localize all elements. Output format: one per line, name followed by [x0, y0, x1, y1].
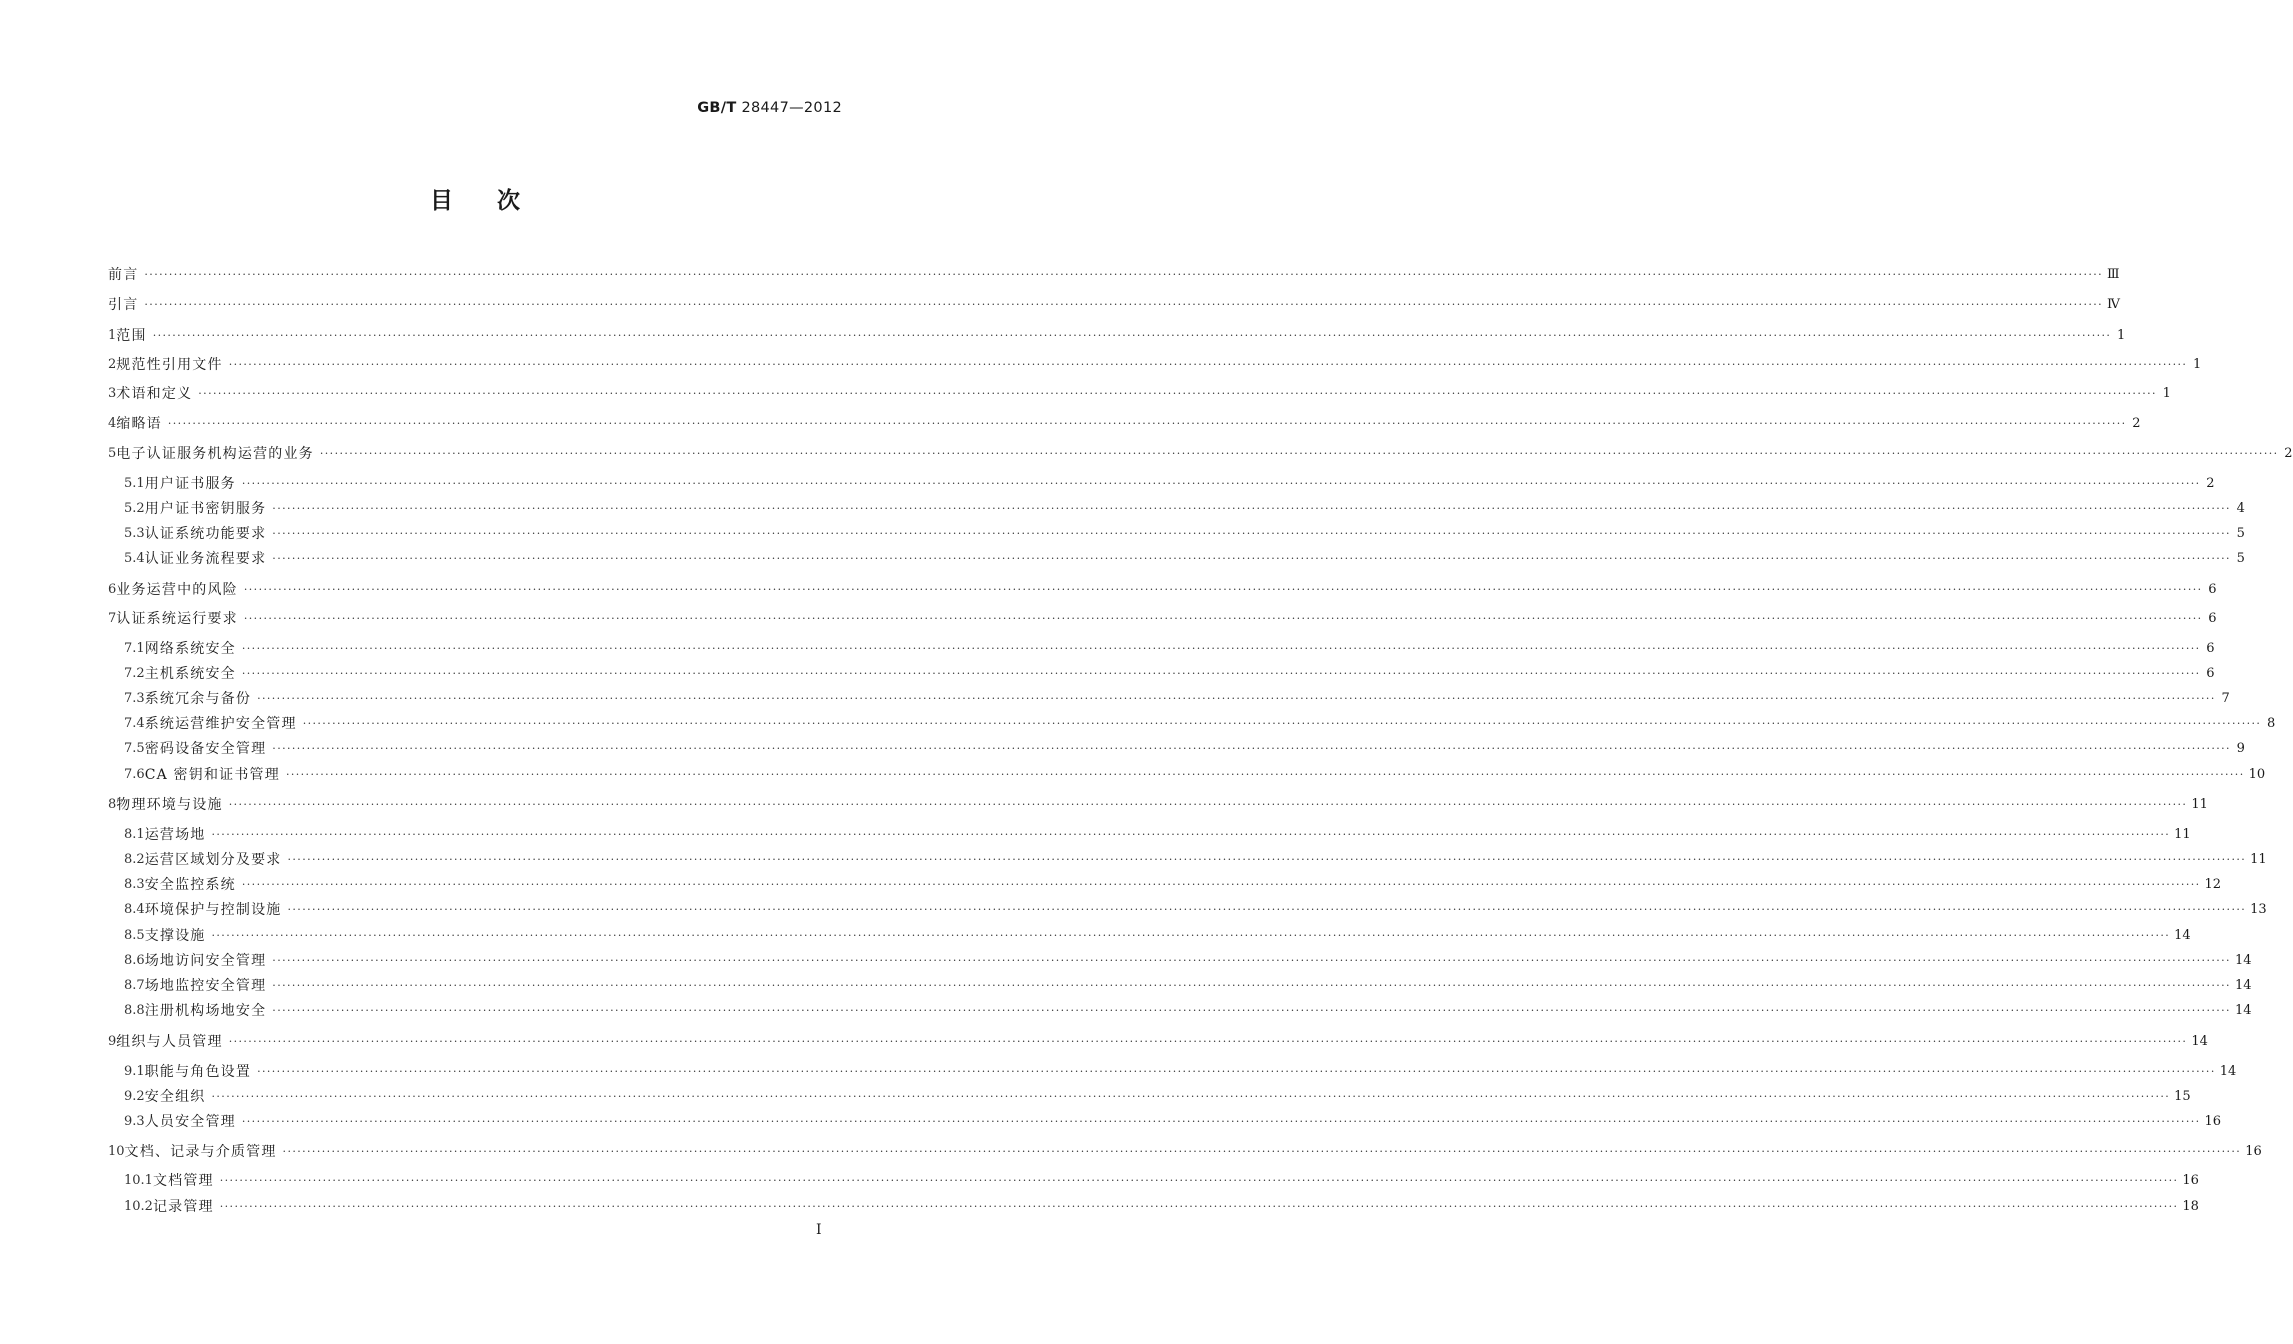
- page-number: I: [816, 1222, 822, 1238]
- toc-page-number: 14: [2174, 928, 2191, 943]
- standard-prefix: GB/T: [697, 100, 737, 116]
- toc-entry[interactable]: [108, 664, 2215, 684]
- toc-entry[interactable]: [108, 414, 2141, 434]
- toc-leader-dots: ················································································································································································································································································································································································································: [241, 642, 2201, 655]
- toc-section-number: 8.4: [124, 902, 145, 917]
- toc-section-number: 7.3: [124, 691, 145, 706]
- toc-leader-dots: ················································································································································································································································································································································································································: [211, 1090, 2171, 1103]
- toc-leader-dots: ················································································································································································································································································································································································································: [241, 1115, 2201, 1128]
- toc-section-number: 9.3: [124, 1114, 145, 1129]
- toc-page-number: 11: [2174, 827, 2191, 842]
- toc-entry[interactable]: [108, 1087, 2191, 1107]
- toc-page-number: 13: [2250, 902, 2267, 917]
- toc-section-label: CA 密钥和证书管理: [144, 767, 280, 783]
- toc-section-label: 范围: [116, 328, 147, 344]
- toc-section-number: 7: [108, 611, 117, 626]
- toc-leader-dots: ················································································································································································································································································································································································································: [272, 954, 2231, 967]
- toc-page-number: 5: [2236, 551, 2245, 566]
- toc-entry[interactable]: [108, 524, 2245, 544]
- toc-section-label: 场地监控安全管理: [144, 978, 267, 994]
- toc-section-label: 前言: [108, 267, 139, 283]
- toc-page-number: 16: [2182, 1173, 2199, 1188]
- toc-entry[interactable]: [108, 976, 2252, 996]
- toc-section-number: 6: [108, 582, 117, 597]
- toc-leader-dots: ················································································································································································································································································································································································································: [241, 667, 2201, 680]
- toc-entry[interactable]: [108, 900, 2267, 920]
- toc-page-number: 11: [2250, 852, 2267, 867]
- toc-entry[interactable]: [108, 499, 2245, 519]
- toc-entry[interactable]: [108, 295, 2121, 315]
- toc-section-number: 9.2: [124, 1089, 145, 1104]
- toc-leader-dots: ················································································································································································································································································································································································································: [302, 717, 2262, 730]
- toc-section-label: 规范性引用文件: [116, 357, 223, 373]
- toc-section-label: 物理环境与设施: [116, 797, 223, 813]
- toc-section-number: 8.7: [124, 978, 145, 993]
- toc-entry[interactable]: [108, 265, 2120, 285]
- toc-section-label: 网络系统安全: [144, 641, 236, 657]
- toc-entry[interactable]: [108, 355, 2202, 375]
- toc-leader-dots: ················································································································································································································································································································································································································: [144, 298, 2104, 311]
- toc-section-number: 7.1: [124, 641, 145, 656]
- toc-entry[interactable]: [108, 875, 2222, 895]
- toc-page-number: 11: [2191, 797, 2208, 812]
- toc-section-number: 1: [108, 328, 117, 343]
- toc-section-label: 运营场地: [144, 827, 206, 843]
- toc-entry[interactable]: [108, 765, 2266, 785]
- toc-page-number: Ⅲ: [2107, 267, 2120, 282]
- toc-page-number: 1: [2162, 386, 2171, 401]
- toc-section-number: 10.2: [124, 1199, 153, 1214]
- toc-page-number: 8: [2267, 716, 2276, 731]
- toc-section-label: 运营区域划分及要求: [144, 852, 282, 868]
- toc-entry[interactable]: [108, 1112, 2222, 1132]
- toc-section-number: 7.2: [124, 666, 145, 681]
- toc-page-number: 2: [2132, 416, 2141, 431]
- toc-section-label: 用户证书密钥服务: [144, 501, 267, 517]
- toc-section-label: 文档、记录与介质管理: [124, 1144, 277, 1160]
- table-of-contents: [108, 0, 2293, 1344]
- toc-leader-dots: ················································································································································································································································································································································································································: [272, 1004, 2231, 1017]
- toc-entry[interactable]: [108, 1062, 2237, 1082]
- toc-page-number: 7: [2221, 691, 2230, 706]
- toc-page-number: 14: [2191, 1034, 2208, 1049]
- toc-entry[interactable]: [108, 926, 2191, 946]
- toc-section-number: 9: [108, 1034, 117, 1049]
- toc-section-number: 5.1: [124, 476, 145, 491]
- toc-leader-dots: ················································································································································································································································································································································································································: [211, 929, 2171, 942]
- toc-leader-dots: ················································································································································································································································································································································································································: [241, 477, 2201, 490]
- toc-leader-dots: ················································································································································································································································································································································································································: [243, 583, 2203, 596]
- toc-page-number: 5: [2236, 526, 2245, 541]
- toc-section-number: 7.6: [124, 767, 145, 782]
- toc-leader-dots: ················································································································································································································································································································································································································: [257, 692, 2216, 705]
- toc-section-label: 组织与人员管理: [116, 1034, 223, 1050]
- toc-entry[interactable]: [108, 689, 2230, 709]
- toc-entry[interactable]: [108, 825, 2191, 845]
- toc-section-number: 8.1: [124, 827, 145, 842]
- toc-entry[interactable]: [108, 1032, 2208, 1052]
- toc-page-number: 10: [2248, 767, 2266, 782]
- toc-section-number: 4: [108, 416, 117, 431]
- page-title: 目次: [430, 188, 564, 214]
- toc-section-label: 密码设备安全管理: [144, 741, 267, 757]
- toc-leader-dots: ················································································································································································································································································································································································································: [257, 1065, 2216, 1078]
- toc-leader-dots: ················································································································································································································································································································································································································: [198, 387, 2157, 400]
- toc-leader-dots: ················································································································································································································································································································································································································: [219, 1200, 2179, 1213]
- toc-section-label: 文档管理: [152, 1173, 214, 1189]
- toc-section-label: 职能与角色设置: [144, 1064, 252, 1080]
- toc-section-label: 安全组织: [144, 1089, 206, 1105]
- toc-leader-dots: ················································································································································································································································································································································································································: [272, 527, 2231, 540]
- toc-section-number: 8.3: [124, 877, 145, 892]
- toc-section-label: 术语和定义: [116, 386, 193, 402]
- toc-entry[interactable]: [108, 549, 2245, 569]
- toc-page-number: 1: [2117, 328, 2126, 343]
- toc-page-number: 14: [2234, 978, 2252, 993]
- toc-section-label: 系统冗余与备份: [144, 691, 252, 707]
- toc-section-label: 认证系统功能要求: [144, 526, 267, 542]
- toc-section-label: 引言: [108, 297, 139, 313]
- toc-section-label: 注册机构场地安全: [144, 1003, 267, 1019]
- toc-entry[interactable]: [108, 1001, 2252, 1021]
- toc-leader-dots: ················································································································································································································································································································································································································: [219, 1174, 2179, 1187]
- toc-entry[interactable]: [108, 850, 2267, 870]
- toc-leader-dots: ················································································································································································································································································································································································································: [152, 329, 2112, 342]
- toc-leader-dots: ················································································································································································································································································································································································································: [319, 447, 2279, 460]
- standard-number: 28447—2012: [741, 100, 842, 116]
- toc-section-number: 8.8: [124, 1003, 145, 1018]
- toc-page-number: 4: [2236, 501, 2245, 516]
- toc-section-label: 记录管理: [152, 1199, 214, 1215]
- toc-entry[interactable]: [108, 714, 2276, 734]
- toc-page-number: 14: [2219, 1064, 2237, 1079]
- toc-section-label: 人员安全管理: [144, 1114, 236, 1130]
- toc-section-label: 电子认证服务机构运营的业务: [116, 446, 314, 462]
- toc-section-number: 7.4: [124, 716, 145, 731]
- toc-section-number: 5.4: [124, 551, 145, 566]
- toc-entry[interactable]: [108, 1171, 2199, 1191]
- toc-leader-dots: ················································································································································································································································································································································································································: [287, 853, 2247, 866]
- toc-entry[interactable]: [108, 795, 2208, 815]
- toc-leader-dots: ················································································································································································································································································································································································································: [243, 612, 2203, 625]
- toc-section-number: 2: [108, 357, 117, 372]
- toc-leader-dots: ················································································································································································································································································································································································································: [228, 358, 2188, 371]
- toc-page-number: 14: [2234, 1003, 2252, 1018]
- toc-entry[interactable]: [108, 951, 2252, 971]
- toc-entry[interactable]: [108, 326, 2126, 346]
- toc-section-label: 认证系统运行要求: [116, 611, 238, 627]
- toc-page-number: 16: [2245, 1144, 2262, 1159]
- toc-section-label: 场地访问安全管理: [144, 953, 267, 969]
- toc-section-number: 8.2: [124, 852, 145, 867]
- toc-section-number: 8.5: [124, 928, 145, 943]
- toc-entry[interactable]: [108, 1197, 2199, 1217]
- toc-leader-dots: ················································································································································································································································································································································································································: [272, 979, 2231, 992]
- toc-entry[interactable]: [108, 639, 2215, 659]
- toc-page-number: 14: [2234, 953, 2252, 968]
- toc-entry[interactable]: [108, 609, 2217, 629]
- toc-page-number: 1: [2193, 357, 2202, 372]
- toc-section-label: 系统运营维护安全管理: [144, 716, 297, 732]
- toc-entry[interactable]: [108, 580, 2217, 600]
- toc-page-number: 6: [2208, 611, 2217, 626]
- toc-page-number: 16: [2204, 1114, 2222, 1129]
- toc-section-number: 10: [108, 1144, 125, 1159]
- toc-section-label: 用户证书服务: [144, 476, 236, 492]
- toc-leader-dots: ················································································································································································································································································································································································································: [282, 1145, 2242, 1158]
- toc-section-label: 缩略语: [116, 416, 162, 432]
- toc-page-number: 2: [2284, 446, 2293, 461]
- toc-leader-dots: ················································································································································································································································································································································································································: [241, 878, 2201, 891]
- toc-entry[interactable]: [108, 474, 2215, 494]
- toc-section-number: 8: [108, 797, 117, 812]
- toc-page-number: 2: [2206, 476, 2215, 491]
- toc-section-number: 5.3: [124, 526, 145, 541]
- toc-section-number: 3: [108, 386, 117, 401]
- toc-entry[interactable]: [108, 1142, 2262, 1162]
- toc-leader-dots: ················································································································································································································································································································································································································: [272, 552, 2231, 565]
- toc-leader-dots: ················································································································································································································································································································································································································: [285, 768, 2245, 781]
- toc-section-number: 8.6: [124, 953, 145, 968]
- toc-leader-dots: ················································································································································································································································································································································································································: [228, 798, 2188, 811]
- toc-leader-dots: ················································································································································································································································································································································································································: [211, 828, 2171, 841]
- toc-section-label: 业务运营中的风险: [116, 582, 238, 598]
- toc-page-number: 12: [2204, 877, 2222, 892]
- toc-section-label: 主机系统安全: [144, 666, 236, 682]
- toc-section-label: 安全监控系统: [144, 877, 236, 893]
- toc-leader-dots: ················································································································································································································································································································································································································: [272, 502, 2231, 515]
- toc-entry[interactable]: [108, 444, 2293, 464]
- toc-page-number: 6: [2206, 641, 2215, 656]
- toc-section-label: 支撑设施: [144, 928, 206, 944]
- toc-section-number: 5.2: [124, 501, 145, 516]
- toc-leader-dots: ················································································································································································································································································································································································································: [167, 417, 2127, 430]
- toc-leader-dots: ················································································································································································································································································································································································································: [272, 742, 2231, 755]
- toc-section-number: 9.1: [124, 1064, 145, 1079]
- toc-entry[interactable]: [108, 739, 2245, 759]
- toc-leader-dots: ················································································································································································································································································································································································································: [144, 268, 2104, 281]
- toc-page-number: Ⅳ: [2107, 297, 2121, 312]
- toc-page-number: 18: [2182, 1199, 2199, 1214]
- toc-leader-dots: ················································································································································································································································································································································································································: [228, 1035, 2188, 1048]
- toc-entry[interactable]: [108, 384, 2171, 404]
- toc-section-label: 环境保护与控制设施: [144, 902, 282, 918]
- toc-section-label: 认证业务流程要求: [144, 551, 267, 567]
- toc-section-number: 7.5: [124, 741, 145, 756]
- toc-page-number: 6: [2206, 666, 2215, 681]
- toc-page-number: 15: [2174, 1089, 2191, 1104]
- toc-page-number: 6: [2208, 582, 2217, 597]
- toc-section-number: 5: [108, 446, 117, 461]
- toc-leader-dots: ················································································································································································································································································································································································································: [287, 903, 2247, 916]
- toc-section-number: 10.1: [124, 1173, 153, 1188]
- toc-page-number: 9: [2236, 741, 2245, 756]
